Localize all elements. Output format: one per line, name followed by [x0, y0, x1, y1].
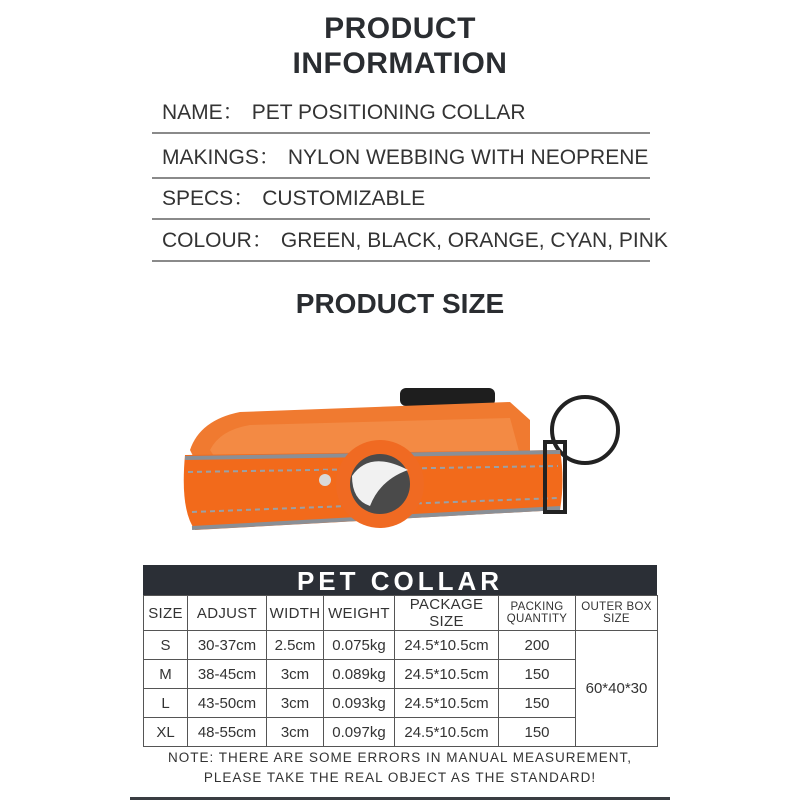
- info-value: CUSTOMIZABLE: [262, 187, 426, 210]
- info-label: COLOUR：: [162, 229, 273, 252]
- info-row-specs: [152, 180, 650, 220]
- collar-product-image: [180, 380, 630, 560]
- page-title-line1: PRODUCT: [324, 12, 476, 45]
- table-cell: S: [144, 631, 188, 660]
- column-header: PACKAGE SIZE: [395, 596, 499, 631]
- note-line2: PLEASE TAKE THE REAL OBJECT AS THE STANDARD!: [203, 770, 597, 785]
- table-cell: 24.5*10.5cm: [395, 689, 499, 718]
- info-row-name: [152, 94, 650, 134]
- table-cell: 43-50cm: [188, 689, 267, 718]
- info-label: SPECS：: [162, 187, 255, 210]
- table-cell: 48-55cm: [188, 718, 267, 747]
- column-header: ADJUST: [188, 596, 267, 631]
- measurement-note: [0, 748, 800, 788]
- info-value: PET POSITIONING COLLAR: [251, 101, 526, 124]
- table-cell: 24.5*10.5cm: [395, 718, 499, 747]
- table-cell: 2.5cm: [267, 631, 324, 660]
- table-cell: 150: [499, 718, 576, 747]
- table-cell: 0.097kg: [324, 718, 395, 747]
- table-cell: L: [144, 689, 188, 718]
- column-header: OUTER BOX SIZE: [576, 596, 658, 631]
- d-ring-icon: [552, 397, 618, 463]
- rivet-icon: [319, 474, 331, 486]
- page-title-line2: INFORMATION: [292, 47, 508, 80]
- table-cell: 3cm: [267, 660, 324, 689]
- table-cell: 3cm: [267, 718, 324, 747]
- info-value: NYLON WEBBING WITH NEOPRENE: [287, 146, 649, 169]
- table-title: PET COLLAR: [143, 565, 657, 595]
- table-cell: 200: [499, 631, 576, 660]
- info-row-colour: [152, 222, 668, 262]
- table-cell: 0.075kg: [324, 631, 395, 660]
- table-cell: 24.5*10.5cm: [395, 660, 499, 689]
- table-cell: 150: [499, 689, 576, 718]
- table-cell: 38-45cm: [188, 660, 267, 689]
- table-cell: 150: [499, 660, 576, 689]
- info-row-makings: [152, 139, 650, 179]
- info-value: GREEN, BLACK, ORANGE, CYAN, PINK: [280, 229, 668, 252]
- table-header-row: [144, 596, 658, 631]
- outer-box-size-cell: 60*40*30: [576, 631, 658, 747]
- info-label: NAME：: [162, 101, 244, 124]
- table-cell: M: [144, 660, 188, 689]
- table-cell: 24.5*10.5cm: [395, 631, 499, 660]
- column-header: WEIGHT: [324, 596, 395, 631]
- product-size-title: PRODUCT SIZE: [295, 288, 505, 319]
- table-row: [144, 631, 658, 660]
- info-label: MAKINGS：: [162, 146, 280, 169]
- table-cell: 3cm: [267, 689, 324, 718]
- column-header: PACKING QUANTITY: [499, 596, 576, 631]
- column-header: WIDTH: [267, 596, 324, 631]
- table-cell: 0.093kg: [324, 689, 395, 718]
- table-cell: XL: [144, 718, 188, 747]
- table-cell: 0.089kg: [324, 660, 395, 689]
- note-line1: NOTE: THERE ARE SOME ERRORS IN MANUAL MEASUREMENT,: [167, 750, 633, 765]
- pet-collar-size-table: [143, 565, 657, 747]
- column-header: SIZE: [144, 596, 188, 631]
- table-cell: 30-37cm: [188, 631, 267, 660]
